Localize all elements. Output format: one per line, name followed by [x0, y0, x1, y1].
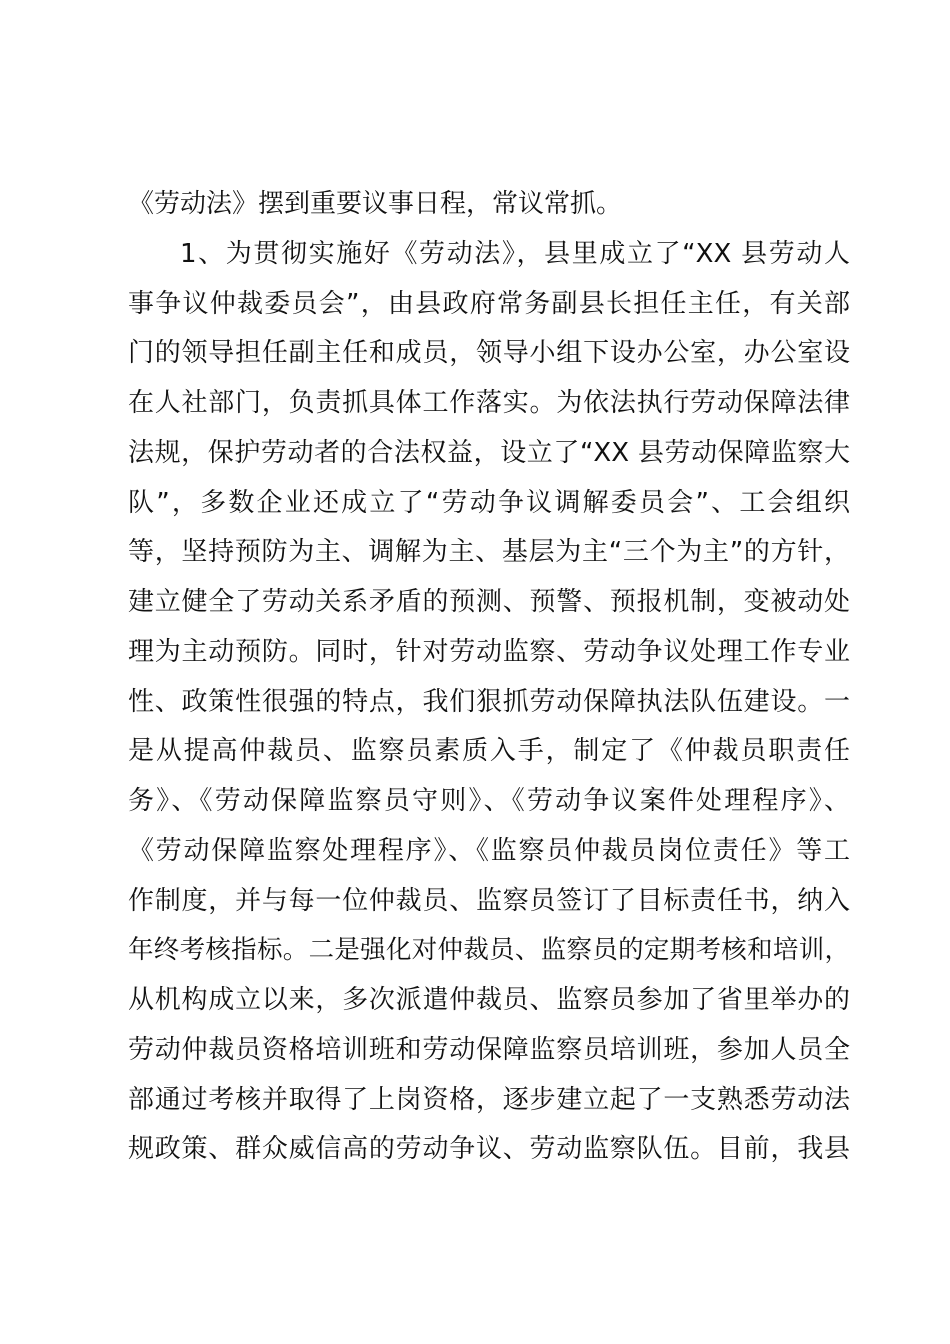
text-line: 性、政策性很强的特点，我们狠抓劳动保障执法队伍建设。一: [128, 686, 850, 717]
text-line: 《劳动保障监察处理程序》、《监察员仲裁员岗位责任》等工: [128, 835, 850, 866]
text-line: 作制度，并与每一位仲裁员、监察员签订了目标责任书，纳入: [128, 885, 850, 916]
text-line: 门的领导担任副主任和成员，领导小组下设办公室，办公室设: [128, 338, 850, 369]
text-line: 年终考核指标。二是强化对仲裁员、监察员的定期考核和培训，: [128, 935, 850, 966]
text-line: 在人社部门，负责抓具体工作落实。为依法执行劳动保障法律: [128, 388, 850, 418]
text-line: 劳动仲裁员资格培训班和劳动保障监察员培训班，参加人员全: [128, 1034, 850, 1065]
text-line: 部通过考核并取得了上岗资格，逐步建立起了一支熟悉劳动法: [128, 1084, 850, 1115]
text-line: 1、为贯彻实施好《劳动法》，县里成立了“XX 县劳动人: [180, 238, 850, 269]
text-line: 队”，多数企业还成立了“劳动争议调解委员会”、工会组织: [128, 487, 850, 518]
text-line: 理为主动预防。同时，针对劳动监察、劳动争议处理工作专业: [128, 636, 850, 667]
body-text: [128, 180, 850, 1175]
text-line: 建立健全了劳动关系矛盾的预测、预警、预报机制，变被动处: [128, 587, 850, 617]
text-line: 等，坚持预防为主、调解为主、基层为主“三个为主”的方针，: [128, 537, 850, 568]
text-line: 法规，保护劳动者的合法权益，设立了“XX 县劳动保障监察大: [128, 437, 850, 468]
text-line: 《劳动法》摆到重要议事日程，常议常抓。: [128, 189, 623, 219]
text-line: 是从提高仲裁员、监察员素质入手，制定了《仲裁员职责任: [128, 736, 850, 767]
text-line: 从机构成立以来，多次派遣仲裁员、监察员参加了省里举办的: [128, 985, 850, 1015]
text-line: 规政策、群众威信高的劳动争议、劳动监察队伍。目前，我县: [128, 1134, 850, 1165]
text-line: 务》、《劳动保障监察员守则》、《劳动争议案件处理程序》、: [128, 786, 850, 816]
text-line: 事争议仲裁委员会”，由县政府常务副县长担任主任，有关部: [128, 288, 850, 319]
